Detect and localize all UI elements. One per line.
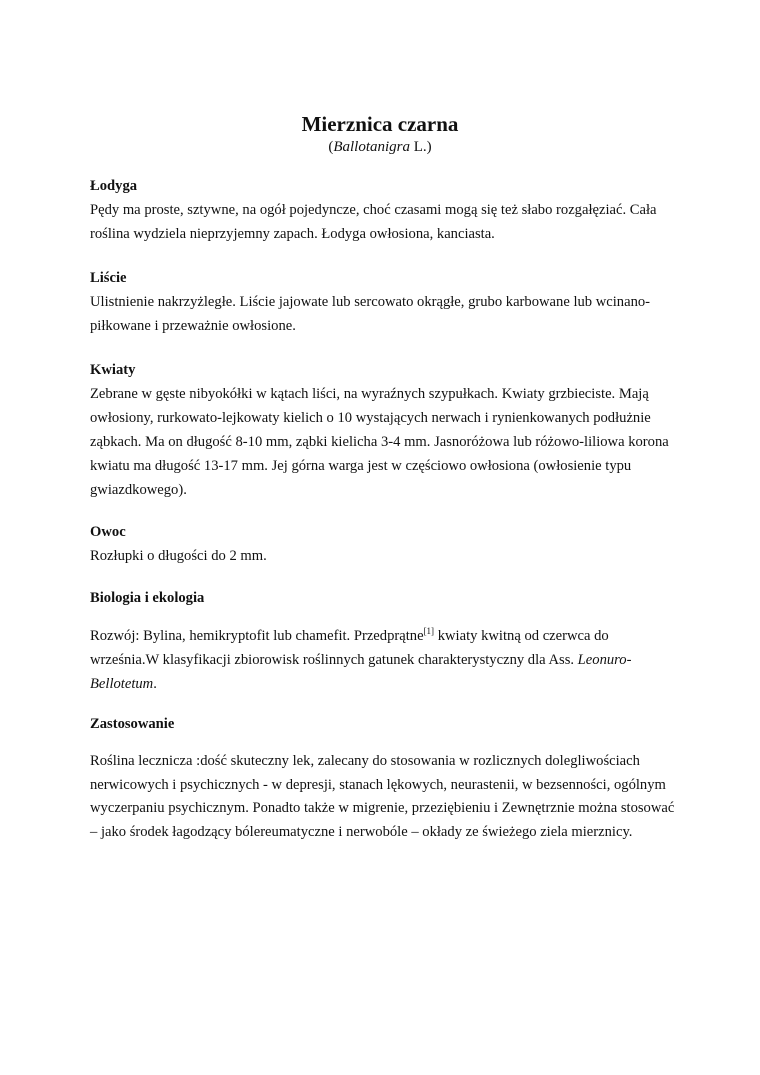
latin-name-line [0,137,760,157]
association-name: Leonuro-Bellotetum [90,652,632,692]
paragraph-text: . [153,676,157,692]
section-heading: Owoc [90,524,126,540]
section-biologia-i-ekologia [90,588,680,696]
section-paragraph: Pędy ma proste, sztywne, na ogół pojedyncze, choć czasami mogą się też słabo rozgałęziać. Cała roślina wydziela nieprzyjemny zapach. Łodyga owłosiona, kanciasta. [90,202,657,242]
footnote-reference[interactable]: [1] [423,626,435,637]
latin-name: Ballotanigra [333,139,410,155]
section-paragraph: Roślina lecznicza :dość skuteczny lek, zalecany do stosowania w rozlicznych dolegliwościach nerwicowych i psychicznych - w depresji, stanach lękowych, neurastenii, w bezsenności, ogólnym wyczerpaniu psychicznym. Ponadto także w migrenie, przeziębieniu i Zewnętrznie można stosować – jako środek łagodzący bólereumatyczne i nerwobóle – okłady ze świeżego ziela mierznicy. [90,753,675,840]
section-heading: Biologia i ekologia [90,590,205,606]
section-kwiaty [90,360,680,502]
section-paragraph: Rozłupki o długości do 2 mm. [90,548,267,564]
section-paragraph: Zebrane w gęste nibyokółki w kątach liści, na wyraźnych szypułkach. Kwiaty grzbieciste. Mają owłosiony, rurkowato-lejkowaty kielich o 10 wystających nerwach i rynienkowanych podłużnie ząbkach. Ma on długość 8-10 mm, ząbki kielicha 3-4 mm. Jasnoróżowa lub różowo-liliowa korona kwiatu ma długość 13-17 mm. Jej górna warga jest w częściowo owłosiona (owłosienie typu gwiazdkowego). [90,386,669,498]
paragraph-text: kwiaty kwitną od czerwca do września.W klasyfikacji zbiorowisk roślinnych gatunek charakterystyczny dla Ass. [90,628,609,668]
latin-author: L.) [410,139,432,155]
paragraph-text: Rozwój: Bylina, hemikryptofit lub chamefit. Przedprątne [90,628,424,644]
page-title: Mierznica czarna [301,112,459,136]
section-heading: Liście [90,270,127,286]
section-heading: Łodyga [90,178,138,194]
section-heading: Zastosowanie [90,716,175,732]
latin-open-paren: ( [328,139,334,155]
section-lodyga [90,176,680,246]
section-paragraph [90,624,680,696]
section-zastosowanie [90,714,680,844]
section-owoc [90,522,680,568]
section-paragraph: Ulistnienie nakrzyżległe. Liście jajowate lub sercowato okrągłe, grubo karbowane lub wcinano-piłkowane i przeważnie owłosione. [90,294,651,334]
document-body [90,176,680,844]
section-heading: Kwiaty [90,362,136,378]
section-liscie [90,268,680,338]
